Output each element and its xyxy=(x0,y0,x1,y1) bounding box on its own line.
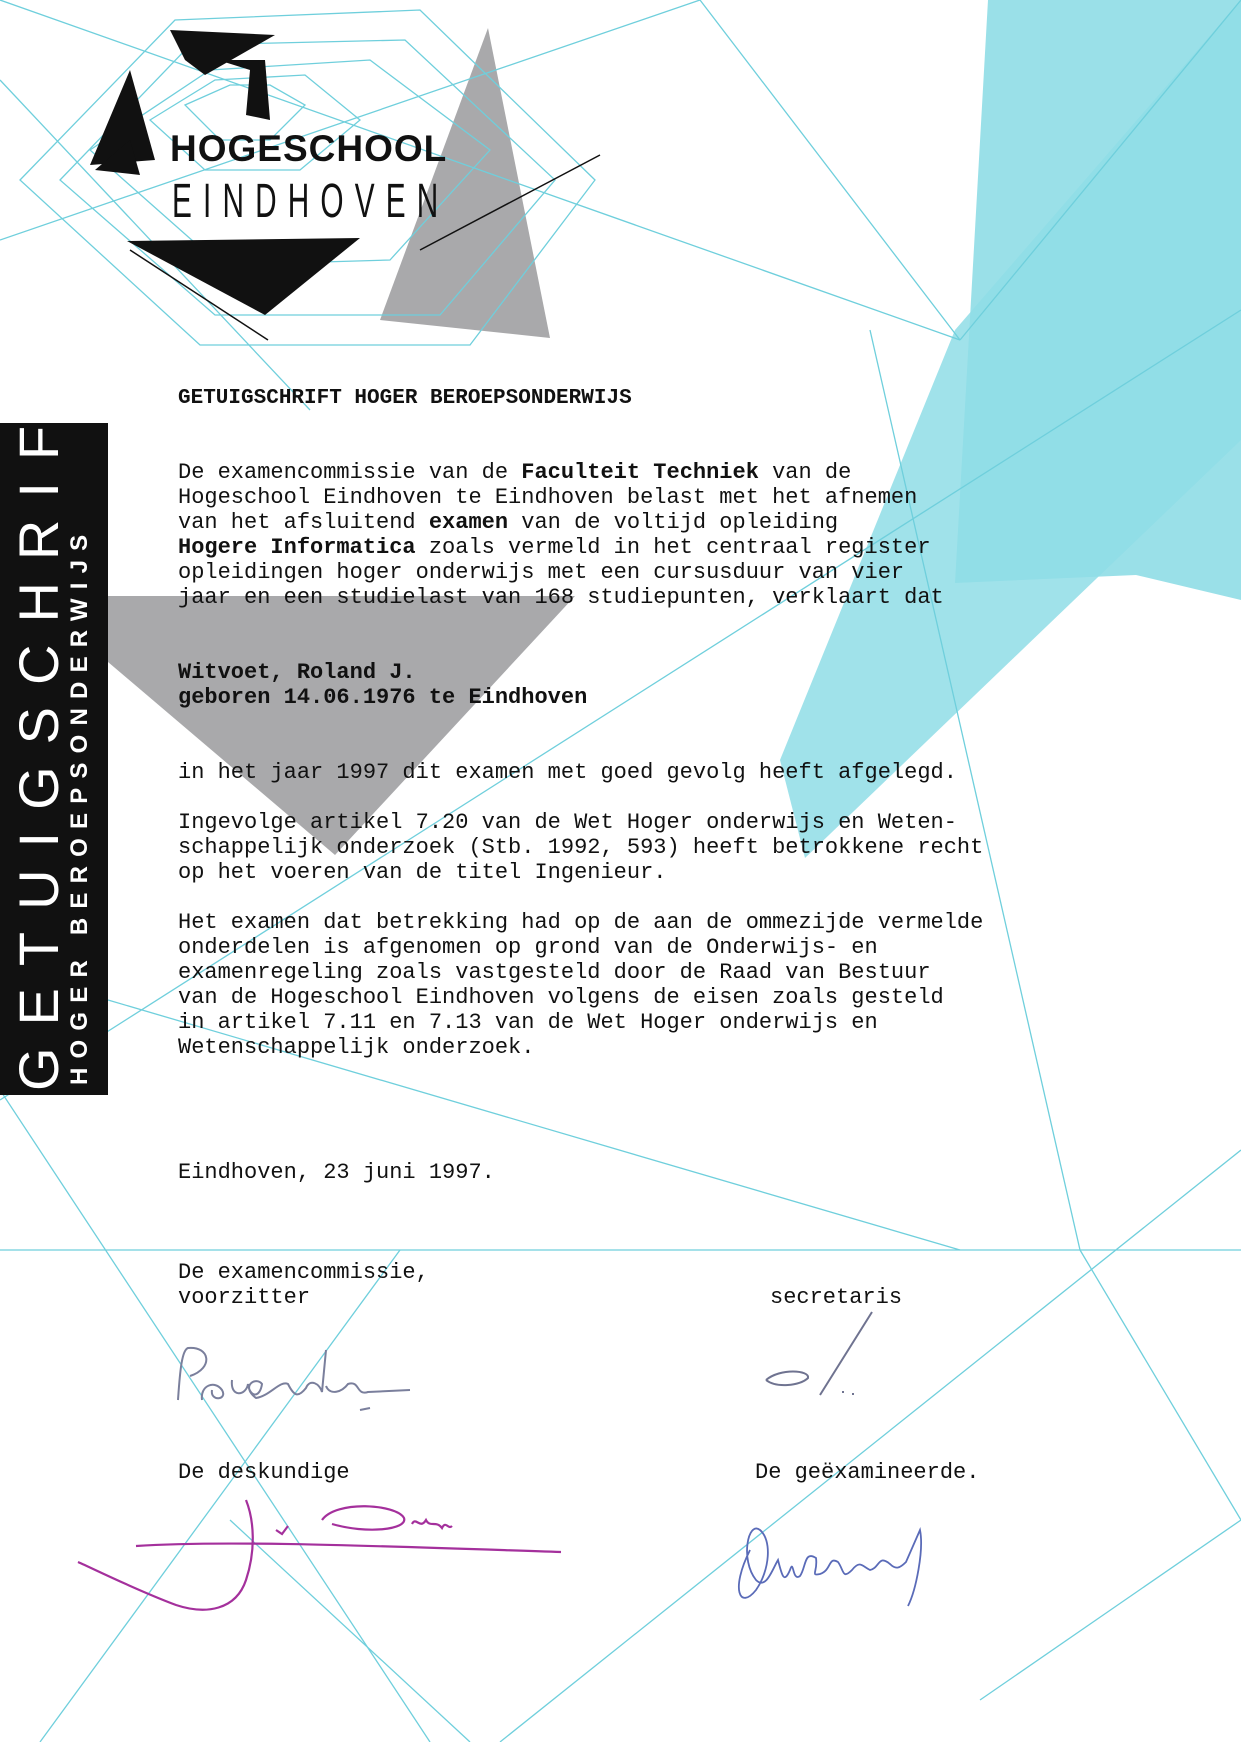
chairman-signature xyxy=(170,1340,430,1420)
logo-text-hogeschool: HOGESCHOOL xyxy=(170,128,448,169)
side-bar xyxy=(0,347,108,1095)
article-paragraph: Ingevolge artikel 7.20 van de Wet Hoger onderwijs en Weten- schappelijk onderzoek (Stb. 1992, 593) heeft betrokkene recht op het voeren van de titel Ingenieur. xyxy=(178,810,984,885)
secretary-label: secretaris xyxy=(770,1285,903,1310)
examinee-signature xyxy=(720,1510,950,1620)
expert-signature xyxy=(76,1490,566,1620)
result-line: in het jaar 1997 dit examen met goed gevolg heeft afgelegd. xyxy=(178,760,957,785)
person-birth: geboren 14.06.1976 te Eindhoven xyxy=(178,685,588,710)
exam-paragraph: Het examen dat betrekking had op de aan de ommezijde vermelde onderdelen is afgenomen op grond van de Onderwijs- en examenregeling zoals vastgesteld door de Raad van Bestuur van de Hogeschool Eindhoven volgens de eisen zoals gesteld in artikel 7.11 en 7.13 van de Wet Hoger onderwijs en Wetenschappelijk onderzoek. xyxy=(178,910,984,1060)
document-heading: GETUIGSCHRIFT HOGER BEROEPSONDERWIJS xyxy=(178,387,632,410)
side-bar-subtitle: HOGER BEROEPSONDERWIJS xyxy=(66,525,93,1085)
committee-label: De examencommissie, voorzitter xyxy=(178,1260,429,1310)
logo-text-eindhoven: EINDHOVEN xyxy=(172,175,450,228)
examinee-label: De geëxamineerde. xyxy=(755,1460,980,1485)
side-bar-title: GETUIGSCHRIFT xyxy=(7,347,70,1091)
logo-mark xyxy=(90,30,360,315)
place-date: Eindhoven, 23 juni 1997. xyxy=(178,1160,495,1185)
intro-paragraph: De examencommissie van de Faculteit Techniek van de Hogeschool Eindhoven te Eindhoven belast met het afnemen van het afsluitend examen van de voltijd opleiding Hogere Informatica zoals vermeld in het centraal register opleidingen hoger onderwijs met een cursusduur van vier jaar en een studielast van 168 studiepunten, verklaart dat xyxy=(178,460,944,610)
person-name: Witvoet, Roland J. xyxy=(178,660,416,685)
expert-label: De deskundige xyxy=(178,1460,350,1485)
secretary-signature xyxy=(760,1300,890,1410)
